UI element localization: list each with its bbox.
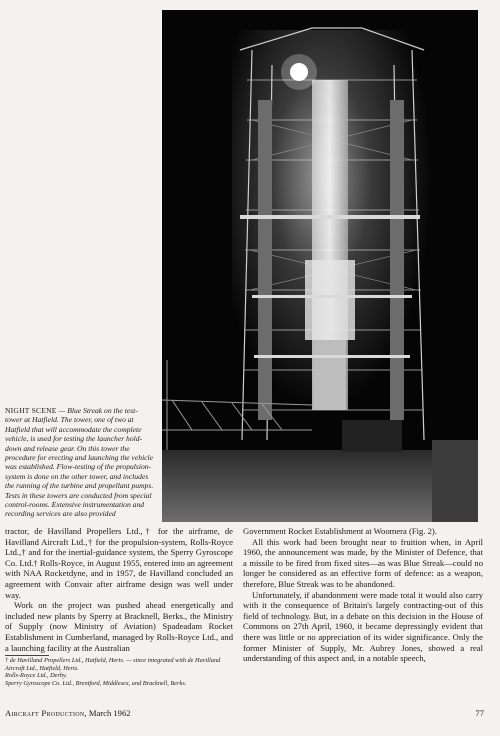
right-paragraph-2: All this work had been brought near to fruition when, in April 1960, the announcement was made, by the Minister of Defence, that a missile to be fired from fixed sites—as was Blue Streak—could no longer be considered as an effective form of defence: as a weapon, therefore, Blue Streak was to be abandoned.: [243, 536, 483, 589]
footnote-1: † de Havilland Propellers Ltd., Hatfield, Herts. — since integrated with de Havilland Aircraft Ltd., Hatfield, Herts.: [5, 657, 221, 672]
right-paragraph-3: Unfortunately, if abandonment were made total it would also carry with it the consequence of Britain's largely contracting-out of this field of technology. But, in a debate on this decision in the House of Commons on 27th April, 1960, it became depressingly evident that there was little or no appreciation of its wider significance. Only the former Minister of Supply, Mr. Aubrey Jones, showed a real understanding of this aspect and, in a notable speech,: [243, 589, 483, 664]
caption-text: Blue Streak on the test-tower at Hatfield. The tower, one of two at Hatfield that will accommodate the complete vehicle, is used for testing the launcher hold-down and release gear. On this tower the procedure for erecting and launching the vehicle was established. Flow-testing of the propulsion-system is done on the other tower, and includes the running of the turbine and propellant pumps. Tests in these towers are conducted from special control-rooms. Extensive instrumentation and recording services are also provided: [5, 406, 154, 519]
photograph-test-tower: [162, 10, 478, 522]
photo-caption: [5, 406, 155, 519]
right-column: [243, 526, 483, 664]
left-paragraph-2: Work on the project was pushed ahead energetically and included new plants by Sperry at Bracknell, Berks., the Ministry of Supply (now Ministry of Aviation) Spadeadam Rocket Establishment in Cumberland, managed by Rolls-Royce Ltd., and a launching facility at the Australian: [5, 600, 233, 653]
caption-lead: NIGHT SCENE: [5, 406, 57, 415]
page-footer: [5, 708, 484, 718]
night-tower-image: [162, 10, 478, 522]
footnote-3: Sperry Gyroscope Co. Ltd., Brentford, Middlesex, and Bracknell, Berks.: [5, 679, 187, 687]
footnotes: [5, 657, 233, 687]
issue-date: , March 1962: [84, 708, 131, 718]
left-paragraph-1: tractor, de Havilland Propellers Ltd.,† for the airframe, de Havilland Aircraft Ltd.,† for the propulsion-system, Rolls-Royce Ltd.,† and for the inertial-guidance system, the Sperry Gyroscope Co. Ltd.† Rolls-Royce, in August 1955, entered into an agreement with NAA Rocketdyne, and in 1957, de Havilland concluded an agreement with Convair after airframe design was well under way.: [5, 526, 233, 600]
right-paragraph-1: Government Rocket Establishment at Woomera (Fig. 2).: [243, 526, 437, 536]
footer-citation: [5, 708, 131, 718]
page-number: 77: [475, 708, 484, 718]
footnote-2: Rolls-Royce Ltd., Derby.: [5, 672, 68, 680]
footnote-divider: [5, 655, 49, 656]
caption-dash: —: [56, 406, 68, 415]
journal-name: Aircraft Production: [5, 708, 85, 718]
left-column: [5, 526, 233, 688]
